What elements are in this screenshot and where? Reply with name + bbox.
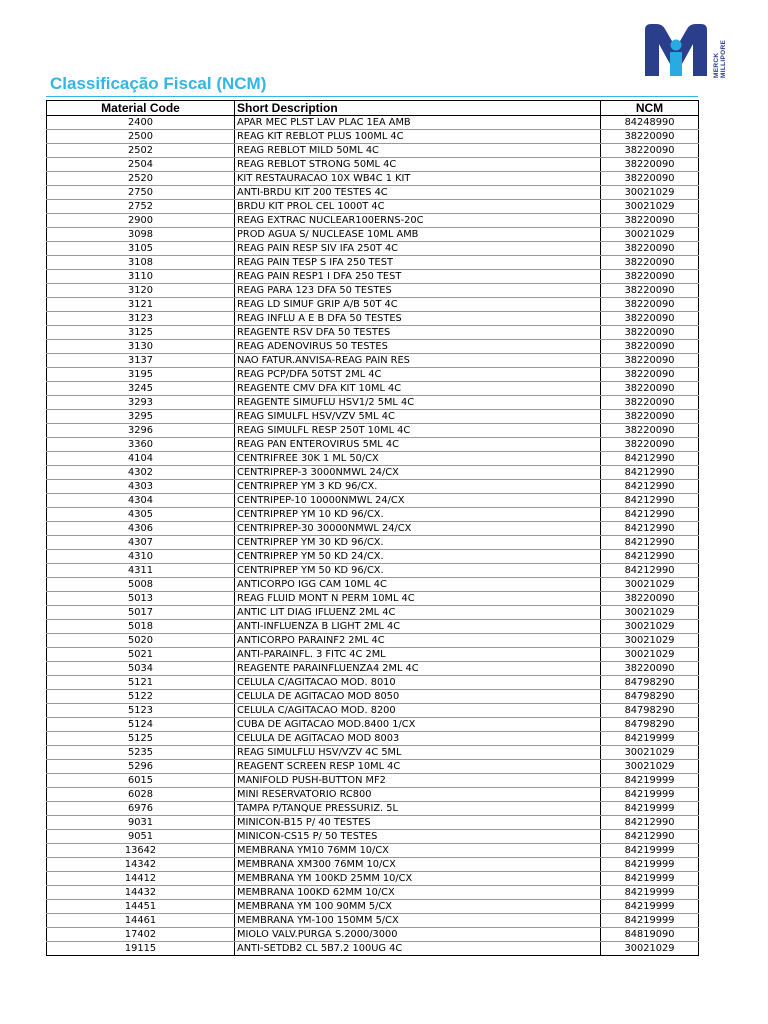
ncm-cell: 84219999: [601, 788, 699, 802]
table-header-row: [47, 101, 699, 116]
short-description-cell: MEMBRANA YM10 76MM 10/CX: [235, 844, 601, 858]
table-row: [47, 690, 699, 704]
short-description-cell: CELULA DE AGITACAO MOD 8050: [235, 690, 601, 704]
material-code-cell: 3125: [47, 326, 235, 340]
logo-cyan-dot: [671, 40, 682, 51]
ncm-cell: 38220090: [601, 144, 699, 158]
short-description-cell: REAGENTE RSV DFA 50 TESTES: [235, 326, 601, 340]
ncm-cell: 38220090: [601, 592, 699, 606]
short-description-cell: MEMBRANA XM300 76MM 10/CX: [235, 858, 601, 872]
ncm-cell: 38220090: [601, 158, 699, 172]
material-code-cell: 3123: [47, 312, 235, 326]
ncm-cell: 84798290: [601, 676, 699, 690]
ncm-cell: 84219999: [601, 802, 699, 816]
material-code-cell: 5235: [47, 746, 235, 760]
table-row: [47, 578, 699, 592]
table-row: [47, 704, 699, 718]
short-description-cell: CENTRIPEP-10 10000NMWL 24/CX: [235, 494, 601, 508]
short-description-cell: CENTRIPREP-30 30000NMWL 24/CX: [235, 522, 601, 536]
ncm-cell: 30021029: [601, 578, 699, 592]
material-code-cell: 5020: [47, 634, 235, 648]
material-code-cell: 3130: [47, 340, 235, 354]
table-row: [47, 844, 699, 858]
table-row: [47, 802, 699, 816]
material-code-cell: 3110: [47, 270, 235, 284]
ncm-cell: 84248990: [601, 116, 699, 130]
short-description-cell: CENTRIFREE 30K 1 ML 50/CX: [235, 452, 601, 466]
ncm-cell: 84212990: [601, 508, 699, 522]
ncm-cell: 84212990: [601, 522, 699, 536]
material-code-cell: 3295: [47, 410, 235, 424]
material-code-cell: 14342: [47, 858, 235, 872]
table-row: [47, 438, 699, 452]
short-description-cell: ANTIC LIT DIAG IFLUENZ 2ML 4C: [235, 606, 601, 620]
short-description-cell: REAG ADENOVIRUS 50 TESTES: [235, 340, 601, 354]
short-description-cell: REAGENTE CMV DFA KIT 10ML 4C: [235, 382, 601, 396]
material-code-cell: 5123: [47, 704, 235, 718]
short-description-cell: CELULA C/AGITACAO MOD. 8200: [235, 704, 601, 718]
logo-cyan-bar: [670, 52, 682, 76]
table-row: [47, 522, 699, 536]
material-code-cell: 2752: [47, 200, 235, 214]
material-code-cell: 5122: [47, 690, 235, 704]
column-header-ncm: NCM: [601, 101, 699, 116]
ncm-cell: 84212990: [601, 480, 699, 494]
table-row: [47, 928, 699, 942]
table-row: [47, 312, 699, 326]
material-code-cell: 2520: [47, 172, 235, 186]
ncm-cell: 30021029: [601, 760, 699, 774]
ncm-cell: 30021029: [601, 634, 699, 648]
ncm-cell: 38220090: [601, 312, 699, 326]
short-description-cell: REAG LD SIMUF GRIP A/B 50T 4C: [235, 298, 601, 312]
short-description-cell: REAGENT SCREEN RESP 10ML 4C: [235, 760, 601, 774]
ncm-cell: 84212990: [601, 536, 699, 550]
ncm-cell: 30021029: [601, 606, 699, 620]
ncm-cell: 30021029: [601, 186, 699, 200]
material-code-cell: 14432: [47, 886, 235, 900]
material-code-cell: 3098: [47, 228, 235, 242]
short-description-cell: REAG SIMULFLU HSV/VZV 4C 5ML: [235, 746, 601, 760]
short-description-cell: REAGENTE PARAINFLUENZA4 2ML 4C: [235, 662, 601, 676]
ncm-cell: 38220090: [601, 368, 699, 382]
ncm-cell: 38220090: [601, 214, 699, 228]
short-description-cell: MEMBRANA YM 100 90MM 5/CX: [235, 900, 601, 914]
short-description-cell: MEMBRANA YM-100 150MM 5/CX: [235, 914, 601, 928]
material-code-cell: 3108: [47, 256, 235, 270]
material-code-cell: 4310: [47, 550, 235, 564]
table-row: [47, 746, 699, 760]
ncm-cell: 38220090: [601, 354, 699, 368]
material-code-cell: 3120: [47, 284, 235, 298]
table-row: [47, 508, 699, 522]
short-description-cell: REAGENTE SIMUFLU HSV1/2 5ML 4C: [235, 396, 601, 410]
material-code-cell: 4307: [47, 536, 235, 550]
material-code-cell: 5296: [47, 760, 235, 774]
short-description-cell: REAG KIT REBLOT PLUS 100ML 4C: [235, 130, 601, 144]
page-title: Classificação Fiscal (NCM): [50, 74, 267, 93]
material-code-cell: 2504: [47, 158, 235, 172]
material-code-cell: 6028: [47, 788, 235, 802]
material-code-cell: 2750: [47, 186, 235, 200]
short-description-cell: REAG INFLU A E B DFA 50 TESTES: [235, 312, 601, 326]
table-row: [47, 718, 699, 732]
table-row: [47, 410, 699, 424]
ncm-cell: 38220090: [601, 284, 699, 298]
table-row: [47, 270, 699, 284]
table-row: [47, 900, 699, 914]
short-description-cell: REAG PAIN RESP1 I DFA 250 TEST: [235, 270, 601, 284]
table-row: [47, 326, 699, 340]
short-description-cell: REAG SIMULFL HSV/VZV 5ML 4C: [235, 410, 601, 424]
material-code-cell: 13642: [47, 844, 235, 858]
material-code-cell: 5034: [47, 662, 235, 676]
ncm-cell: 38220090: [601, 410, 699, 424]
short-description-cell: CENTRIPREP YM 30 KD 96/CX.: [235, 536, 601, 550]
table-row: [47, 130, 699, 144]
table-row: [47, 788, 699, 802]
table-row: [47, 382, 699, 396]
table-row: [47, 914, 699, 928]
material-code-cell: 2900: [47, 214, 235, 228]
ncm-cell: 84219999: [601, 774, 699, 788]
material-code-cell: 5021: [47, 648, 235, 662]
table-row: [47, 480, 699, 494]
material-code-cell: 5121: [47, 676, 235, 690]
short-description-cell: MANIFOLD PUSH-BUTTON MF2: [235, 774, 601, 788]
short-description-cell: PROD AGUA S/ NUCLEASE 10ML AMB: [235, 228, 601, 242]
material-code-cell: 4303: [47, 480, 235, 494]
short-description-cell: ANTI-BRDU KIT 200 TESTES 4C: [235, 186, 601, 200]
ncm-cell: 84219999: [601, 732, 699, 746]
material-code-cell: 2502: [47, 144, 235, 158]
ncm-cell: 38220090: [601, 298, 699, 312]
title-underline: [46, 96, 698, 97]
short-description-cell: CENTRIPREP YM 10 KD 96/CX.: [235, 508, 601, 522]
short-description-cell: TAMPA P/TANQUE PRESSURIZ. 5L: [235, 802, 601, 816]
short-description-cell: KIT RESTAURACAO 10X WB4C 1 KIT: [235, 172, 601, 186]
material-code-cell: 14451: [47, 900, 235, 914]
table-row: [47, 186, 699, 200]
material-code-cell: 4304: [47, 494, 235, 508]
table-row: [47, 424, 699, 438]
short-description-cell: REAG FLUID MONT N PERM 10ML 4C: [235, 592, 601, 606]
material-code-cell: 6976: [47, 802, 235, 816]
table-row: [47, 732, 699, 746]
table-row: [47, 242, 699, 256]
material-code-cell: 2500: [47, 130, 235, 144]
ncm-cell: 38220090: [601, 172, 699, 186]
material-code-cell: 5017: [47, 606, 235, 620]
table-row: [47, 830, 699, 844]
table-row: [47, 620, 699, 634]
material-code-cell: 5124: [47, 718, 235, 732]
material-code-cell: 4305: [47, 508, 235, 522]
table-row: [47, 214, 699, 228]
ncm-cell: 30021029: [601, 942, 699, 956]
material-code-cell: 19115: [47, 942, 235, 956]
ncm-cell: 38220090: [601, 424, 699, 438]
short-description-cell: REAG PARA 123 DFA 50 TESTES: [235, 284, 601, 298]
table-row: [47, 144, 699, 158]
short-description-cell: REAG PAIN RESP SIV IFA 250T 4C: [235, 242, 601, 256]
material-code-cell: 4302: [47, 466, 235, 480]
table-row: [47, 760, 699, 774]
ncm-cell: 30021029: [601, 648, 699, 662]
ncm-cell: 84212990: [601, 550, 699, 564]
table-row: [47, 172, 699, 186]
short-description-cell: MIOLO VALV.PURGA S.2000/3000: [235, 928, 601, 942]
ncm-cell: 84219999: [601, 914, 699, 928]
ncm-cell: 30021029: [601, 200, 699, 214]
material-code-cell: 5008: [47, 578, 235, 592]
ncm-cell: 38220090: [601, 396, 699, 410]
ncm-cell: 84219999: [601, 900, 699, 914]
short-description-cell: MINI RESERVATORIO RC800: [235, 788, 601, 802]
material-code-cell: 3105: [47, 242, 235, 256]
table-row: [47, 158, 699, 172]
material-code-cell: 17402: [47, 928, 235, 942]
short-description-cell: MEMBRANA 100KD 62MM 10/CX: [235, 886, 601, 900]
ncm-cell: 38220090: [601, 270, 699, 284]
table-row: [47, 284, 699, 298]
material-code-cell: 14412: [47, 872, 235, 886]
short-description-cell: NAO FATUR.ANVISA-REAG PAIN RES: [235, 354, 601, 368]
short-description-cell: REAG REBLOT MILD 50ML 4C: [235, 144, 601, 158]
table-row: [47, 298, 699, 312]
table-row: [47, 858, 699, 872]
short-description-cell: REAG PAN ENTEROVIRUS 5ML 4C: [235, 438, 601, 452]
table-row: [47, 676, 699, 690]
material-code-cell: 5125: [47, 732, 235, 746]
material-code-cell: 2400: [47, 116, 235, 130]
table-row: [47, 662, 699, 676]
ncm-table: [46, 100, 699, 956]
ncm-cell: 84212990: [601, 452, 699, 466]
ncm-cell: 84798290: [601, 718, 699, 732]
ncm-cell: 84219999: [601, 858, 699, 872]
short-description-cell: CENTRIPREP-3 3000NMWL 24/CX: [235, 466, 601, 480]
ncm-cell: 84212990: [601, 466, 699, 480]
table-row: [47, 368, 699, 382]
table-row: [47, 340, 699, 354]
material-code-cell: 3360: [47, 438, 235, 452]
table-row: [47, 354, 699, 368]
column-header-short-description: Short Description: [235, 101, 601, 116]
ncm-cell: 38220090: [601, 242, 699, 256]
ncm-cell: 38220090: [601, 340, 699, 354]
material-code-cell: 9051: [47, 830, 235, 844]
short-description-cell: CELULA DE AGITACAO MOD 8003: [235, 732, 601, 746]
short-description-cell: REAG PAIN TESP S IFA 250 TEST: [235, 256, 601, 270]
short-description-cell: APAR MEC PLST LAV PLAC 1EA AMB: [235, 116, 601, 130]
short-description-cell: CENTRIPREP YM 3 KD 96/CX.: [235, 480, 601, 494]
ncm-cell: 84219999: [601, 872, 699, 886]
ncm-cell: 84212990: [601, 830, 699, 844]
material-code-cell: 4311: [47, 564, 235, 578]
table-row: [47, 606, 699, 620]
table-body: [47, 116, 699, 956]
short-description-cell: CELULA C/AGITACAO MOD. 8010: [235, 676, 601, 690]
table-row: [47, 200, 699, 214]
table-row: [47, 872, 699, 886]
short-description-cell: ANTICORPO PARAINF2 2ML 4C: [235, 634, 601, 648]
material-code-cell: 14461: [47, 914, 235, 928]
table-row: [47, 550, 699, 564]
table-row: [47, 256, 699, 270]
table-row: [47, 228, 699, 242]
ncm-cell: 84798290: [601, 690, 699, 704]
column-header-material-code: Material Code: [47, 101, 235, 116]
table-row: [47, 634, 699, 648]
ncm-cell: 84798290: [601, 704, 699, 718]
table-row: [47, 942, 699, 956]
short-description-cell: CENTRIPREP YM 50 KD 24/CX.: [235, 550, 601, 564]
ncm-cell: 38220090: [601, 438, 699, 452]
short-description-cell: REAG PCP/DFA 50TST 2ML 4C: [235, 368, 601, 382]
short-description-cell: MINICON-B15 P/ 40 TESTES: [235, 816, 601, 830]
short-description-cell: REAG REBLOT STRONG 50ML 4C: [235, 158, 601, 172]
ncm-cell: 38220090: [601, 256, 699, 270]
ncm-cell: 84219999: [601, 844, 699, 858]
material-code-cell: 3121: [47, 298, 235, 312]
table-row: [47, 816, 699, 830]
merck-millipore-logo: [641, 22, 711, 78]
short-description-cell: CUBA DE AGITACAO MOD.8400 1/CX: [235, 718, 601, 732]
ncm-cell: 84212990: [601, 564, 699, 578]
short-description-cell: REAG EXTRAC NUCLEAR100ERNS-20C: [235, 214, 601, 228]
short-description-cell: REAG SIMULFL RESP 250T 10ML 4C: [235, 424, 601, 438]
short-description-cell: MINICON-CS15 P/ 50 TESTES: [235, 830, 601, 844]
table-row: [47, 494, 699, 508]
short-description-cell: ANTI-SETDB2 CL 5B7.2 100UG 4C: [235, 942, 601, 956]
material-code-cell: 3245: [47, 382, 235, 396]
short-description-cell: ANTICORPO IGG CAM 10ML 4C: [235, 578, 601, 592]
ncm-cell: 30021029: [601, 746, 699, 760]
ncm-cell: 84212990: [601, 816, 699, 830]
material-code-cell: 3293: [47, 396, 235, 410]
table-row: [47, 886, 699, 900]
material-code-cell: 6015: [47, 774, 235, 788]
short-description-cell: ANTI-INFLUENZA B LIGHT 2ML 4C: [235, 620, 601, 634]
material-code-cell: 9031: [47, 816, 235, 830]
material-code-cell: 4104: [47, 452, 235, 466]
ncm-cell: 84819090: [601, 928, 699, 942]
ncm-cell: 30021029: [601, 228, 699, 242]
material-code-cell: 3195: [47, 368, 235, 382]
material-code-cell: 4306: [47, 522, 235, 536]
table-row: [47, 116, 699, 130]
ncm-cell: 38220090: [601, 662, 699, 676]
table-row: [47, 466, 699, 480]
logo-wordmark: MERCK MILLIPORE: [713, 39, 727, 78]
short-description-cell: MEMBRANA YM 100KD 25MM 10/CX: [235, 872, 601, 886]
table-row: [47, 774, 699, 788]
table-row: [47, 592, 699, 606]
table-row: [47, 452, 699, 466]
short-description-cell: BRDU KIT PROL CEL 1000T 4C: [235, 200, 601, 214]
ncm-cell: 30021029: [601, 620, 699, 634]
material-code-cell: 3137: [47, 354, 235, 368]
table-row: [47, 564, 699, 578]
short-description-cell: CENTRIPREP YM 50 KD 96/CX.: [235, 564, 601, 578]
ncm-cell: 38220090: [601, 130, 699, 144]
material-code-cell: 3296: [47, 424, 235, 438]
short-description-cell: ANTI-PARAINFL. 3 FITC 4C 2ML: [235, 648, 601, 662]
material-code-cell: 5013: [47, 592, 235, 606]
material-code-cell: 5018: [47, 620, 235, 634]
ncm-cell: 38220090: [601, 326, 699, 340]
ncm-cell: 84212990: [601, 494, 699, 508]
table-row: [47, 396, 699, 410]
table-row: [47, 536, 699, 550]
ncm-cell: 84219999: [601, 886, 699, 900]
table-row: [47, 648, 699, 662]
ncm-cell: 38220090: [601, 382, 699, 396]
